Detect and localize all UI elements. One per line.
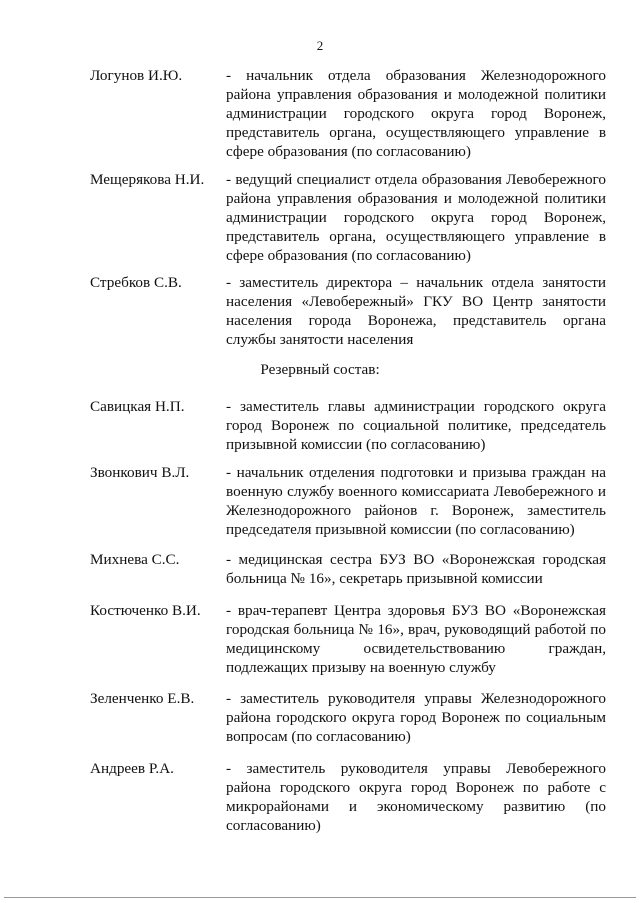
reserve-member-name: Савицкая Н.П.	[90, 398, 185, 415]
bottom-scan-edge	[4, 897, 636, 898]
reserve-member-role: - медицинская сестра БУЗ ВО «Воронежская городская больница № 16», секретарь призывной комиссии	[226, 551, 606, 587]
member-name: Логунов И.Ю.	[90, 67, 183, 84]
page-number: 2	[316, 38, 324, 53]
reserve-member-role: - заместитель руководителя управы Железнодорожного района городского округа город Воронеж по социальным вопросам (по согласованию)	[226, 690, 606, 745]
member-role: - начальник отдела образования Железнодорожного района управления образования и молодежной политики администрации городского округа город Воронеж, представитель органа, осуществляющего управление в сфере образования (по согласованию)	[226, 67, 606, 160]
member-name: Стребков С.В.	[90, 274, 182, 291]
reserve-member-name: Михнева С.С.	[90, 551, 180, 568]
reserve-member-role: - заместитель руководителя управы Левобережного района городского округа город Воронеж по работе с микрорайонами и экономическому развитию (по согласованию)	[226, 760, 606, 834]
member-role: - ведущий специалист отдела образования Левобережного района управления образования и молодежной политики администрации городского округа город Воронеж, представитель органа, осуществляющего управление в сфере образования (по согласованию)	[226, 171, 606, 264]
reserve-member-name: Костюченко В.И.	[90, 602, 201, 619]
reserve-member-name: Зеленченко Е.В.	[90, 690, 195, 707]
reserve-member-role: - заместитель главы администрации городского округа город Воронеж по социальной политике, председатель призывной комиссии (по согласованию)	[226, 398, 606, 453]
reserve-member-name: Андреев Р.А.	[90, 760, 174, 777]
reserve-member-name: Звонкович В.Л.	[90, 464, 190, 481]
member-role: - заместитель директора – начальник отдела занятости населения «Левобережный» ГКУ ВО Центр занятости населения города Воронежа, представитель органа службы занятости населения	[226, 274, 606, 348]
reserve-section-title: Резервный состав:	[260, 361, 380, 378]
member-name: Мещерякова Н.И.	[90, 171, 205, 188]
reserve-member-role: - врач-терапевт Центра здоровья БУЗ ВО «Воронежская городская больница № 16», врач, руководящий работой по медицинскому освидетельствованию граждан, подлежащих призыву на военную службу	[226, 602, 606, 676]
reserve-member-role: - начальник отделения подготовки и призыва граждан на военную службу военного комиссариата Левобережного и Железнодорожного районов г. Воронеж, заместитель председателя призывной комиссии (по согласованию)	[226, 464, 606, 538]
